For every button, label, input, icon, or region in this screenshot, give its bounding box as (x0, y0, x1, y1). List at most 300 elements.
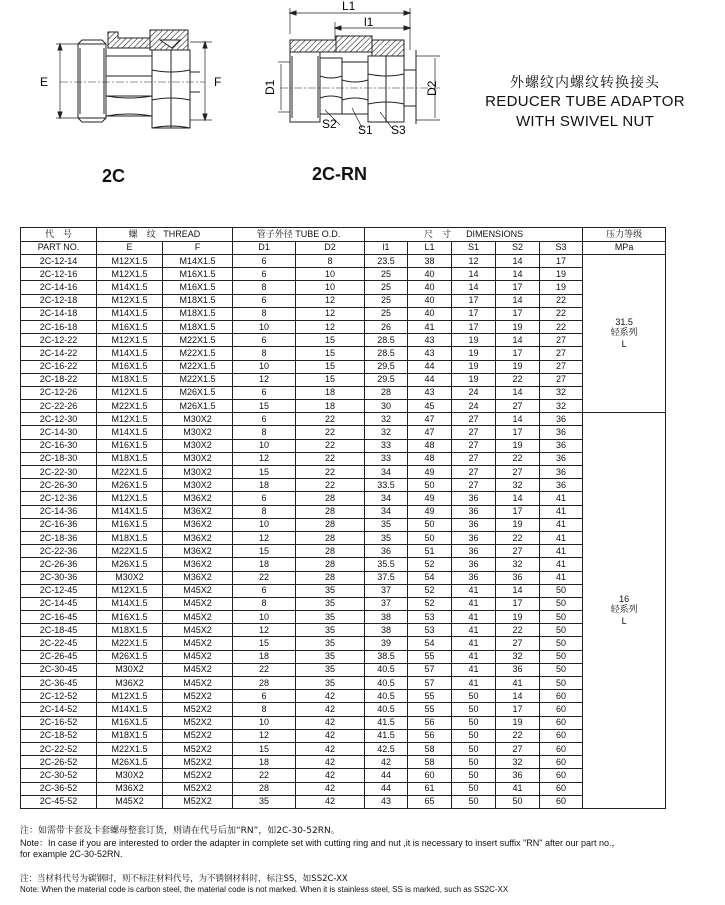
table-cell: M45X2 (97, 795, 163, 808)
table-cell: 57 (408, 677, 452, 690)
pressure-value: 16 (619, 594, 630, 605)
order-note-en-line2: for example 2C-30-52RN. (20, 849, 123, 859)
table-cell: 12 (233, 452, 296, 465)
order-note-cn: 注：如需带卡套及卡套螺母整套订货，则请在代号后加“RN”，如2C-30-52RN。 (20, 826, 340, 836)
table-cell: 28 (296, 531, 365, 544)
table-cell: M36X2 (163, 571, 233, 584)
table-cell: 50 (540, 597, 583, 610)
table-cell: 12 (233, 624, 296, 637)
table-cell: 24 (452, 400, 496, 413)
table-row (21, 268, 666, 281)
table-cell: M14X1.5 (97, 597, 163, 610)
table-cell: 36 (452, 492, 496, 505)
table-cell: 42 (365, 756, 408, 769)
table-cell: 43 (408, 386, 452, 399)
table-cell: M18X1.5 (163, 320, 233, 333)
table-cell: M36X2 (163, 545, 233, 558)
table-cell: 42 (296, 729, 365, 742)
table-row (21, 611, 666, 624)
table-cell: 42 (296, 690, 365, 703)
label-E: E (40, 75, 49, 89)
table-cell: 35 (296, 584, 365, 597)
table-cell: M18X1.5 (97, 531, 163, 544)
table-cell: 17 (452, 320, 496, 333)
header-pressure-unit: MPa (583, 241, 666, 255)
table-cell: 15 (233, 466, 296, 479)
table-cell: 17 (452, 307, 496, 320)
table-cell: 40 (408, 294, 452, 307)
table-cell: 50 (452, 716, 496, 729)
table-cell: 25 (365, 281, 408, 294)
table-cell: 22 (233, 571, 296, 584)
table-row (21, 756, 666, 769)
table-cell: 2C-36-45 (21, 677, 97, 690)
table-cell: 10 (296, 281, 365, 294)
table-cell: 41 (408, 320, 452, 333)
table-cell: 10 (233, 360, 296, 373)
table-cell: 2C-22-26 (21, 400, 97, 413)
model-label-2c-rn: 2C-RN (312, 164, 368, 184)
table-cell: 27 (452, 426, 496, 439)
table-cell: 60 (540, 690, 583, 703)
table-cell: 32 (496, 650, 540, 663)
table-cell: 6 (233, 690, 296, 703)
table-cell: M12X1.5 (97, 413, 163, 426)
table-cell: 58 (408, 756, 452, 769)
table-cell: 2C-30-36 (21, 571, 97, 584)
table-cell: M14X1.5 (97, 505, 163, 518)
table-cell: 22 (296, 413, 365, 426)
table-cell: 2C-12-52 (21, 690, 97, 703)
table-cell: 17 (496, 307, 540, 320)
table-cell: 22 (233, 769, 296, 782)
table-cell: 2C-26-52 (21, 756, 97, 769)
table-cell: 27 (452, 439, 496, 452)
table-cell: 27 (496, 742, 540, 755)
table-cell: 41 (540, 571, 583, 584)
header-col-D1: D1 (233, 241, 296, 255)
table-cell: 28 (296, 558, 365, 571)
table-cell: 35 (365, 531, 408, 544)
table-cell: M52X2 (163, 690, 233, 703)
table-cell: 44 (408, 360, 452, 373)
table-cell: 25 (365, 294, 408, 307)
table-cell: 43 (408, 334, 452, 347)
table-cell: 2C-26-36 (21, 558, 97, 571)
table-cell: 2C-22-45 (21, 637, 97, 650)
table-cell: 2C-12-36 (21, 492, 97, 505)
table-cell: 18 (233, 756, 296, 769)
table-cell: 38 (365, 624, 408, 637)
table-cell: 27 (540, 373, 583, 386)
table-cell: 18 (296, 400, 365, 413)
table-row (21, 531, 666, 544)
table-row (21, 373, 666, 386)
drawing-2c-rn (278, 8, 440, 128)
table-cell: M52X2 (163, 769, 233, 782)
table-row (21, 663, 666, 676)
table-cell: 22 (496, 452, 540, 465)
table-cell: 27 (540, 360, 583, 373)
table-row (21, 294, 666, 307)
table-cell: 57 (408, 663, 452, 676)
table-cell: M52X2 (163, 782, 233, 795)
table-row (21, 334, 666, 347)
table-cell: 22 (496, 624, 540, 637)
header-row-2 (21, 241, 666, 255)
header-thread-en: THREAD (163, 228, 201, 239)
table-cell: 36 (452, 505, 496, 518)
table-cell: 43 (408, 347, 452, 360)
order-note (20, 826, 710, 861)
header-col-S2: S2 (496, 241, 540, 255)
table-cell: 19 (496, 439, 540, 452)
table-cell: 17 (496, 426, 540, 439)
table-cell: 28 (296, 505, 365, 518)
table-cell: 17 (496, 703, 540, 716)
table-cell: M26X1.5 (97, 756, 163, 769)
table-cell: M22X1.5 (97, 742, 163, 755)
table-row (21, 255, 666, 268)
table-cell: 35 (296, 663, 365, 676)
table-cell: 34 (365, 466, 408, 479)
table-cell: 54 (408, 571, 452, 584)
table-cell: 41 (540, 518, 583, 531)
table-cell: 50 (408, 531, 452, 544)
table-cell: M30X2 (163, 479, 233, 492)
table-row (21, 466, 666, 479)
table-cell: 12 (233, 531, 296, 544)
table-row (21, 479, 666, 492)
table-cell: 32 (496, 558, 540, 571)
spec-table (20, 227, 666, 809)
table-cell: 22 (540, 307, 583, 320)
table-cell: 54 (408, 637, 452, 650)
table-cell: 61 (408, 782, 452, 795)
pressure-rating-cell (583, 255, 666, 413)
table-cell: 17 (496, 597, 540, 610)
table-cell: 42 (296, 756, 365, 769)
table-cell: 36 (452, 518, 496, 531)
pressure-value: 31.5 (615, 317, 633, 328)
table-cell: 22 (496, 373, 540, 386)
table-cell: 53 (408, 611, 452, 624)
table-cell: 22 (296, 466, 365, 479)
table-cell: M16X1.5 (97, 439, 163, 452)
table-cell: 40.5 (365, 690, 408, 703)
table-cell: 23.5 (365, 255, 408, 268)
table-cell: 36 (496, 663, 540, 676)
table-cell: M26X1.5 (97, 650, 163, 663)
table-cell: 36 (540, 466, 583, 479)
pressure-series-cn: 轻系列 (610, 605, 638, 616)
table-cell: 15 (233, 400, 296, 413)
table-cell: 44 (408, 373, 452, 386)
table-cell: 42 (296, 716, 365, 729)
table-cell: 42 (296, 703, 365, 716)
table-cell: M45X2 (163, 677, 233, 690)
table-cell: 50 (540, 663, 583, 676)
table-cell: 33 (365, 452, 408, 465)
table-cell: 38 (365, 611, 408, 624)
table-cell: 19 (540, 268, 583, 281)
table-cell: 8 (233, 426, 296, 439)
header-col-S1: S1 (452, 241, 496, 255)
table-cell: 34 (365, 505, 408, 518)
table-cell: M18X1.5 (97, 729, 163, 742)
table-cell: 19 (452, 360, 496, 373)
table-row (21, 545, 666, 558)
table-cell: 42.5 (365, 742, 408, 755)
table-cell: 2C-18-45 (21, 624, 97, 637)
label-L1: L1 (342, 0, 356, 13)
header-col-l1: l1 (365, 241, 408, 255)
table-cell: 38 (408, 255, 452, 268)
table-cell: 41 (452, 624, 496, 637)
table-cell: 15 (296, 360, 365, 373)
table-cell: 2C-26-30 (21, 479, 97, 492)
header-dim-en: DIMENSIONS (466, 228, 524, 239)
table-cell: 50 (540, 611, 583, 624)
table-cell: 2C-12-22 (21, 334, 97, 347)
table-cell: 24 (452, 386, 496, 399)
table-cell: M12X1.5 (97, 255, 163, 268)
table-cell: 50 (540, 650, 583, 663)
table-cell: 17 (496, 505, 540, 518)
table-cell: M14X1.5 (163, 255, 233, 268)
table-cell: 6 (233, 492, 296, 505)
table-cell: 6 (233, 268, 296, 281)
table-cell: 41 (452, 650, 496, 663)
table-cell: 2C-22-52 (21, 742, 97, 755)
table-cell: 22 (540, 320, 583, 333)
table-cell: 18 (233, 558, 296, 571)
table-cell: M14X1.5 (97, 281, 163, 294)
table-cell: 30 (365, 400, 408, 413)
table-cell: 27 (496, 637, 540, 650)
table-cell: 12 (296, 320, 365, 333)
label-l1: l1 (364, 15, 374, 29)
table-cell: M45X2 (163, 597, 233, 610)
table-cell: 49 (408, 505, 452, 518)
spec-table-body (21, 255, 666, 809)
header-col-S3: S3 (540, 241, 583, 255)
table-cell: 2C-12-30 (21, 413, 97, 426)
table-row (21, 637, 666, 650)
table-cell: M22X1.5 (163, 347, 233, 360)
table-cell: 12 (296, 294, 365, 307)
table-row (21, 505, 666, 518)
table-cell: 36 (540, 439, 583, 452)
table-cell: 60 (408, 769, 452, 782)
table-row (21, 518, 666, 531)
table-cell: M22X1.5 (163, 334, 233, 347)
table-cell: 33.5 (365, 479, 408, 492)
table-cell: M12X1.5 (97, 584, 163, 597)
table-cell: 22 (296, 479, 365, 492)
table-cell: 2C-22-36 (21, 545, 97, 558)
table-cell: M22X1.5 (97, 637, 163, 650)
table-cell: 32 (496, 756, 540, 769)
table-cell: 51 (408, 545, 452, 558)
table-cell: 55 (408, 690, 452, 703)
table-cell: M45X2 (163, 637, 233, 650)
table-cell: M12X1.5 (97, 492, 163, 505)
table-cell: 27 (496, 466, 540, 479)
table-cell: 19 (496, 360, 540, 373)
table-row (21, 360, 666, 373)
table-cell: 56 (408, 729, 452, 742)
table-cell: 2C-14-45 (21, 597, 97, 610)
header-dimensions (365, 228, 583, 242)
table-cell: M26X1.5 (97, 479, 163, 492)
drawing-2c (56, 30, 212, 128)
table-row (21, 624, 666, 637)
table-cell: 32 (365, 413, 408, 426)
table-cell: 41 (540, 545, 583, 558)
table-cell: M12X1.5 (97, 690, 163, 703)
table-cell: 27 (452, 466, 496, 479)
table-cell: 28.5 (365, 334, 408, 347)
table-cell: 60 (540, 782, 583, 795)
table-cell: 14 (452, 281, 496, 294)
table-cell: M30X2 (163, 452, 233, 465)
table-cell: M16X1.5 (163, 268, 233, 281)
table-cell: 35 (296, 650, 365, 663)
table-cell: 22 (496, 729, 540, 742)
table-cell: 27 (452, 413, 496, 426)
table-cell: M45X2 (163, 611, 233, 624)
table-cell: 45 (408, 400, 452, 413)
table-cell: 2C-45-52 (21, 795, 97, 808)
label-D1: D1 (263, 79, 277, 95)
table-cell: 28 (296, 518, 365, 531)
table-cell: 10 (233, 518, 296, 531)
table-cell: 2C-14-36 (21, 505, 97, 518)
table-cell: 29.5 (365, 360, 408, 373)
table-row (21, 386, 666, 399)
table-cell: 22 (296, 439, 365, 452)
table-row (21, 307, 666, 320)
table-cell: 32 (540, 386, 583, 399)
table-row (21, 716, 666, 729)
table-cell: 38.5 (365, 650, 408, 663)
table-cell: 42 (296, 742, 365, 755)
table-cell: 41.5 (365, 729, 408, 742)
header-code-cn: 代 号 (44, 228, 72, 239)
table-cell: 43 (365, 795, 408, 808)
table-cell: 41 (452, 584, 496, 597)
table-cell: M36X2 (163, 505, 233, 518)
table-cell: M36X2 (97, 782, 163, 795)
table-cell: 36 (540, 479, 583, 492)
table-cell: 50 (452, 742, 496, 755)
table-cell: 41 (540, 531, 583, 544)
table-cell: 48 (408, 452, 452, 465)
table-cell: 6 (233, 255, 296, 268)
header-tube-cn: 管子外径 (256, 228, 293, 239)
table-cell: M26X1.5 (163, 386, 233, 399)
header-col-E: E (97, 241, 163, 255)
table-cell: 2C-16-52 (21, 716, 97, 729)
table-cell: 2C-18-22 (21, 373, 97, 386)
table-row (21, 439, 666, 452)
table-cell: 2C-22-30 (21, 466, 97, 479)
table-cell: 50 (496, 795, 540, 808)
product-title (465, 72, 705, 132)
table-cell: 2C-14-16 (21, 281, 97, 294)
header-pressure (583, 228, 666, 242)
table-cell: 26 (365, 320, 408, 333)
table-cell: 28 (233, 677, 296, 690)
table-cell: M30X2 (97, 663, 163, 676)
table-cell: 40.5 (365, 677, 408, 690)
table-cell: M18X1.5 (97, 624, 163, 637)
table-cell: 2C-14-22 (21, 347, 97, 360)
table-cell: 27 (540, 334, 583, 347)
table-row (21, 281, 666, 294)
table-cell: 14 (496, 584, 540, 597)
table-cell: 19 (452, 334, 496, 347)
table-cell: 2C-16-45 (21, 611, 97, 624)
table-cell: 41 (452, 677, 496, 690)
table-cell: 12 (452, 255, 496, 268)
table-cell: 28 (233, 782, 296, 795)
table-cell: 35 (296, 677, 365, 690)
table-row (21, 400, 666, 413)
table-cell: 33 (365, 439, 408, 452)
table-cell: 22 (496, 531, 540, 544)
table-cell: M14X1.5 (97, 307, 163, 320)
header-pressure-cn: 压力等级 (606, 228, 643, 239)
material-note-en: Note: When the material code is carbon steel, the material code is not marked. When it is stainless steel, SS is marked, such as SS2C-XX (20, 884, 509, 894)
table-cell: 35 (296, 611, 365, 624)
table-cell: 32 (496, 479, 540, 492)
table-cell: 2C-12-18 (21, 294, 97, 307)
table-cell: 28 (296, 492, 365, 505)
title-en-line2: WITH SWIVEL NUT (515, 113, 655, 130)
table-cell: 19 (452, 373, 496, 386)
table-cell: 8 (233, 281, 296, 294)
table-cell: 41 (496, 782, 540, 795)
table-cell: 6 (233, 413, 296, 426)
header-dim-cn: 尺 寸 (424, 228, 452, 239)
table-cell: 50 (408, 479, 452, 492)
table-cell: 41 (452, 637, 496, 650)
table-cell: 27 (452, 452, 496, 465)
table-cell: 2C-12-14 (21, 255, 97, 268)
table-cell: 2C-16-18 (21, 320, 97, 333)
header-part-no: PART NO. (21, 241, 97, 255)
table-cell: 27 (496, 545, 540, 558)
table-cell: 52 (408, 597, 452, 610)
table-cell: 60 (540, 742, 583, 755)
table-cell: 15 (296, 373, 365, 386)
table-cell: 50 (452, 703, 496, 716)
table-cell: 14 (496, 255, 540, 268)
table-cell: 52 (408, 584, 452, 597)
table-cell: 44 (365, 769, 408, 782)
table-cell: 19 (452, 347, 496, 360)
table-row (21, 413, 666, 426)
table-cell: 36 (496, 769, 540, 782)
table-cell: 19 (540, 281, 583, 294)
header-tube (233, 228, 365, 242)
table-cell: M30X2 (97, 769, 163, 782)
table-cell: M52X2 (163, 756, 233, 769)
table-cell: 6 (233, 386, 296, 399)
table-cell: M26X1.5 (163, 400, 233, 413)
